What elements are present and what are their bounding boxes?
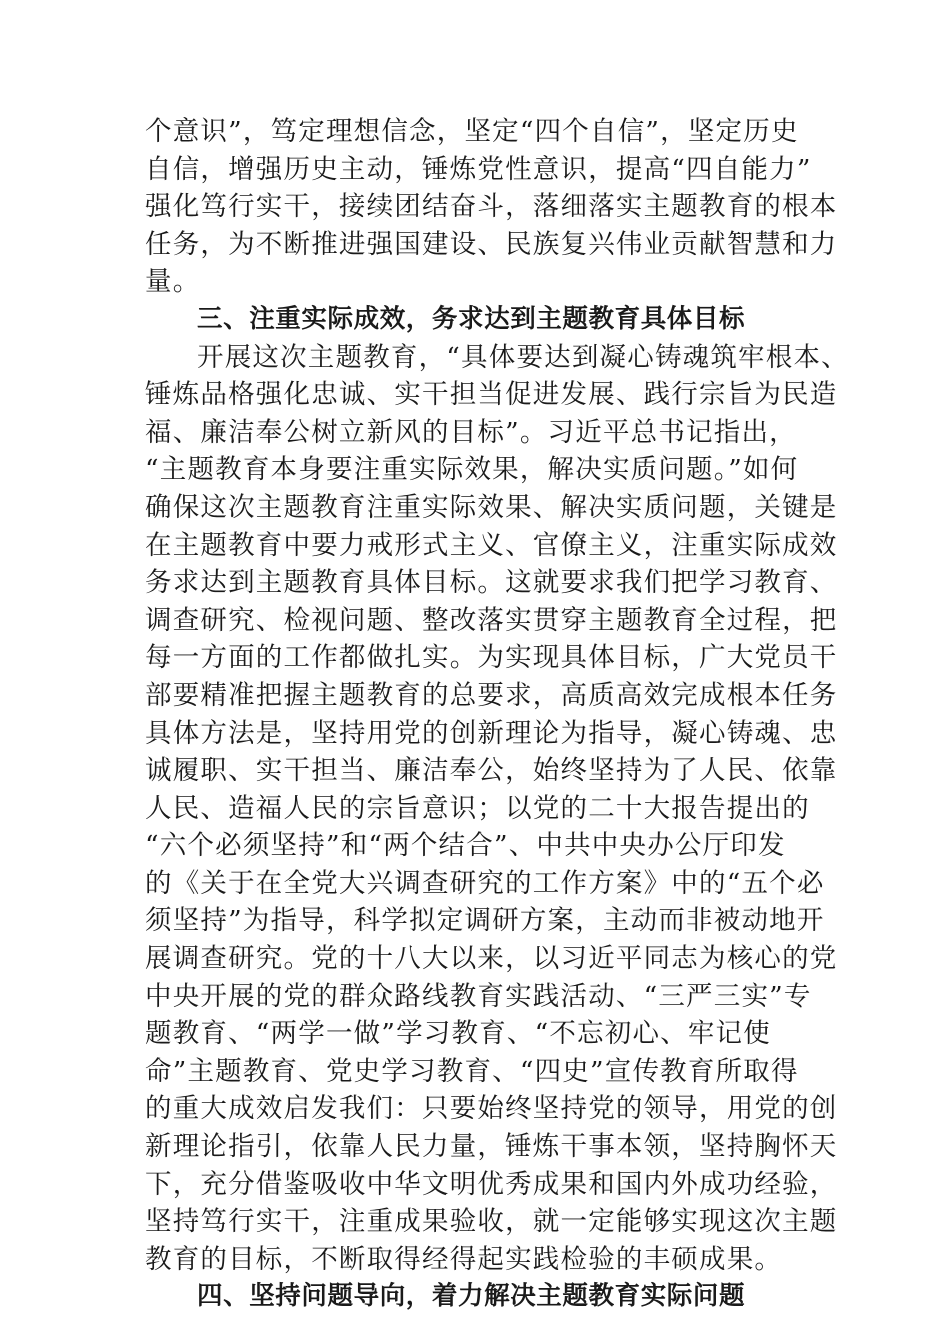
- document-body: [145, 113, 849, 1316]
- text-line: 开展这次主题教育，“具体要达到凝心铸魂筑牢根本、: [197, 341, 849, 373]
- text-line: 的重大成效启发我们：只要始终坚持党的领导，用党的创: [145, 1093, 838, 1125]
- text-line: “主题教育本身要注重实际效果，解决实质问题。”如何: [145, 454, 799, 486]
- text-line: 中央开展的党的群众路线教育实践活动、“三严三实”专: [145, 980, 812, 1012]
- text-line: 下，充分借鉴吸收中华文明优秀成果和国内外成功经验，: [145, 1168, 838, 1200]
- text-line: 题教育、“两学一做”学习教育、“不忘初心、牢记使: [145, 1018, 771, 1050]
- text-line: 的《关于在全党大兴调查研究的工作方案》中的“五个必: [145, 867, 825, 899]
- text-line: 调查研究、检视问题、整改落实贯穿主题教育全过程，把: [145, 604, 838, 636]
- text-line: 新理论指引，依靠人民力量，锤炼干事本领，坚持胸怀天: [145, 1131, 838, 1163]
- text-line: 福、廉洁奉公树立新风的目标”。习近平总书记指出，: [145, 416, 797, 448]
- text-line: 个意识”，笃定理想信念，坚定“四个自信”，坚定历史: [145, 116, 799, 147]
- text-line: 强化笃行实干，接续团结奋斗，落细落实主题教育的根本: [145, 191, 838, 223]
- text-line: 具体方法是，坚持用党的创新理论为指导，凝心铸魂、忠: [145, 717, 838, 749]
- section-heading-3: 三、注重实际成效，务求达到主题教育具体目标: [197, 303, 746, 334]
- text-line: 锤炼品格强化忠诚、实干担当促进发展、践行宗旨为民造: [145, 379, 838, 411]
- text-line: 确保这次主题教育注重实际效果、解决实质问题，关键是: [145, 491, 838, 523]
- text-line: 自信，增强历史主动，锤炼党性意识，提高“四自能力”: [145, 153, 812, 185]
- text-line: 任务，为不断推进强国建设、民族复兴伟业贡献智慧和力: [145, 228, 838, 260]
- text-line: 部要精准把握主题教育的总要求，高质高效完成根本任务: [145, 679, 838, 711]
- text-line: 务求达到主题教育具体目标。这就要求我们把学习教育、: [145, 567, 838, 599]
- section-heading-4: 四、坚持问题导向，着力解决主题教育实际问题: [197, 1281, 746, 1312]
- text-line: 教育的目标，不断取得经得起实践检验的丰硕成果。: [145, 1243, 783, 1275]
- text-line: 人民、造福人民的宗旨意识；以党的二十大报告提出的: [145, 792, 810, 824]
- text-line: 坚持笃行实干，注重成果验收，就一定能够实现这次主题: [145, 1206, 838, 1238]
- text-line: 诚履职、实干担当、廉洁奉公，始终坚持为了人民、依靠: [145, 755, 838, 787]
- text-line: 量。: [145, 266, 201, 298]
- paragraph-continuation: [145, 113, 838, 301]
- text-line: “六个必须坚持”和“两个结合”、中共中央办公厅印发: [145, 830, 786, 862]
- text-line: 命”主题教育、党史学习教育、“四史”宣传教育所取得: [145, 1055, 799, 1087]
- text-line: 在主题教育中要力戒形式主义、官僚主义，注重实际成效: [145, 529, 838, 561]
- text-line: 展调查研究。党的十八大以来，以习近平同志为核心的党: [145, 943, 838, 975]
- text-line: 每一方面的工作都做扎实。为实现具体目标，广大党员干: [145, 642, 838, 674]
- paragraph-section-3: [145, 339, 849, 1279]
- text-line: 须坚持”为指导，科学拟定调研方案，主动而非被动地开: [145, 905, 825, 937]
